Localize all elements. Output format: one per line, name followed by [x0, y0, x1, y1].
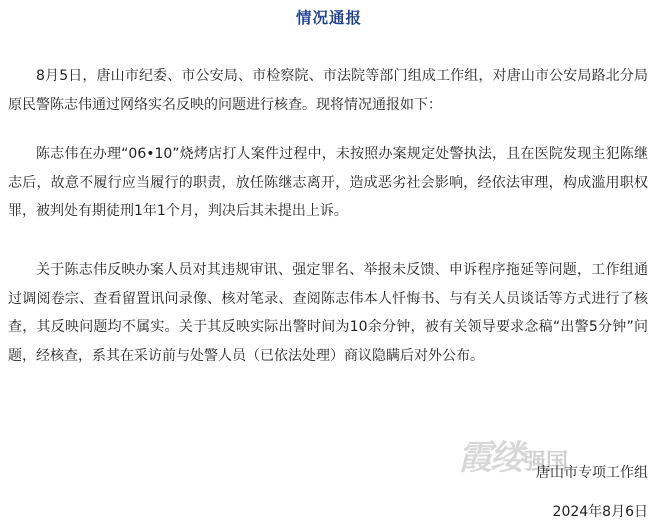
notice-title: 情况通报 — [295, 9, 362, 27]
issuer-signature: 唐山市专项工作组 — [536, 465, 648, 481]
watermark-text: 强国 — [524, 449, 569, 475]
paragraph-case-result: 陈志伟在办理“06•10”烧烤店打人案件过程中，未按照办案规定处警执法，且在医院发现主犯陈继志后，故意不履行应当履行的职责，放任陈继志离开，造成恶劣社会影响，经依法审理，构成滥用职权罪，被判处有期徒刑1年1个月，判决后其未提出上诉。 — [8, 146, 648, 219]
paragraph-verification: 关于陈志伟反映办案人员对其违规审讯、强定罪名、举报未反馈、申诉程序拖延等问题，工作组通过调阅卷宗、查看留置讯问录像、核对笔录、查阅陈志伟本人忏悔书、与有关人员谈话等方式进行了核查，其反映问题均不属实。关于其反映实际出警时间为10余分钟，被有关领导要求念稿“出警5分钟”问题，经核查，系其在采访前与处警人员（已依法处理）商议隐瞒后对外公布。 — [8, 262, 648, 364]
issue-date: 2024年8月6日 — [552, 504, 648, 520]
paragraph-intro: 8月5日，唐山市纪委、市公安局、市检察院、市法院等部门组成工作组，对唐山市公安局路北分局原民警陈志伟通过网络实名反映的问题进行核查。现将情况通报如下： — [8, 68, 648, 113]
watermark-script: 霞缕 — [458, 438, 522, 478]
